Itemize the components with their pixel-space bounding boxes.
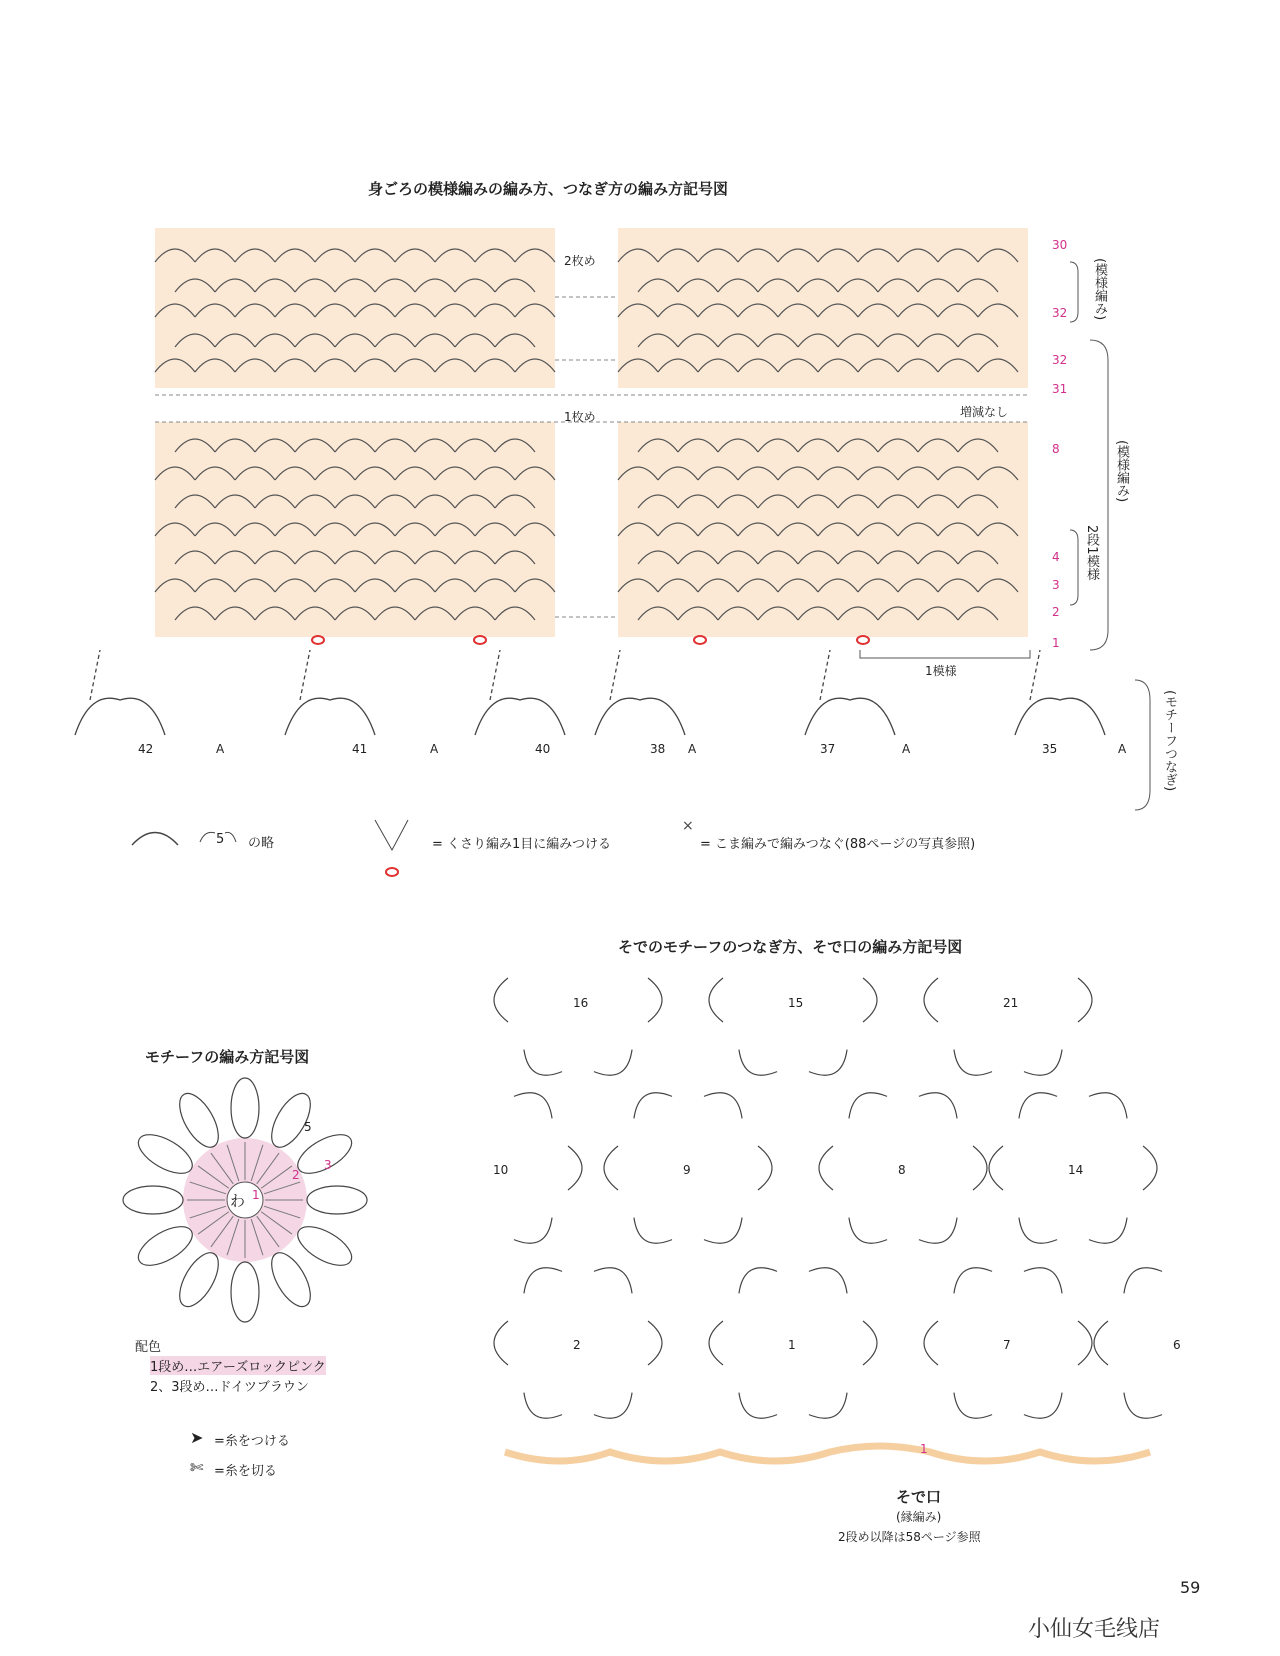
sleeve-motif-number: 8 [898,1163,906,1177]
round-label: 2 [292,1168,300,1182]
legend-item3-text: = こま編みで編みつなぐ(88ページの写真参照) [700,837,976,852]
body-chart-title: 身ごろの模様編みの編み方、つなぎ方の編み方記号図 [368,180,729,198]
sleeve-motif-number: 15 [788,996,804,1010]
row-number: 3 [1052,578,1060,592]
joint-letter: A [688,742,697,756]
sleeve-motif-number: 2 [573,1338,581,1352]
watermark: 小仙女毛线店 [1028,1617,1161,1642]
cuff-title: そで口 [896,1488,942,1506]
label-sheet1: 1枚め [564,410,596,424]
sleeve-motif-number: 21 [1003,996,1019,1010]
sleeve-motif-number: 1 [788,1338,796,1352]
sleeve-motif-number: 16 [573,996,589,1010]
joint-letter: A [1118,742,1127,756]
row-number: 32 [1052,306,1068,320]
motif-number: 42 [138,742,154,756]
bracket-pattern-b: (模様編み) [1114,440,1129,503]
attach-yarn-text: =糸をつける [214,1434,290,1449]
motif-chart-title: モチーフの編み方記号図 [145,1048,310,1066]
sleeve-chart-title: そでのモチーフのつなぎ方、そで口の編み方記号図 [618,938,963,956]
motif-number: 37 [820,742,836,756]
joint-letter: A [216,742,225,756]
legend-item1-num: 5 [216,832,225,847]
sleeve-motif-number: 7 [1003,1338,1011,1352]
cut-yarn-text: =糸を切る [214,1464,277,1479]
label-one-pattern: 1模様 [925,664,957,678]
round-label: 3 [324,1158,332,1172]
motif-center-label: わ [230,1192,246,1210]
label-no-change: 増減なし [960,405,1009,419]
legend-item2-text: = くさり編み1目に編みつける [432,837,612,852]
cuff-note: 2段め以降は58ページ参照 [838,1530,981,1544]
attach-yarn-icon: ➤ [190,1428,204,1447]
motif-number: 38 [650,742,666,756]
legend-item1-text: の略 [248,836,275,851]
motif-number: 35 [1042,742,1058,756]
color-row1: 1段め…エアーズロックピンク [150,1356,326,1375]
cut-yarn-icon: ✄ [190,1458,204,1477]
round-label: 1 [252,1188,260,1202]
row-number: 8 [1052,442,1060,456]
cuff-sub: (縁編み) [896,1510,942,1524]
row-number: 31 [1052,382,1068,396]
label-sheet2: 2枚め [564,254,596,268]
bracket-motif-join: (モチーフつなぎ) [1162,690,1177,792]
motif-number: 41 [352,742,368,756]
bracket-pattern-a: (模様編み) [1092,258,1107,321]
sleeve-motif-number: 14 [1068,1163,1084,1177]
row-number: 1 [1052,636,1060,650]
color-heading: 配色 [135,1340,162,1355]
cuff-start: 1 [920,1442,928,1456]
joint-letter: A [430,742,439,756]
round-label: 5 [304,1120,312,1134]
bracket-two-row: 2段1模様 [1084,525,1099,581]
joint-letter: A [902,742,911,756]
sleeve-motif-number: 9 [683,1163,691,1177]
svg-text:×: × [682,818,694,834]
color-row2: 2、3段め…ドイツブラウン [150,1380,309,1395]
page-number: 59 [1180,1578,1201,1597]
row-number: 30 [1052,238,1068,252]
row-number: 32 [1052,353,1068,367]
sleeve-motif-number: 6 [1173,1338,1181,1352]
row-number: 4 [1052,550,1060,564]
sleeve-motif-number: 10 [493,1163,509,1177]
row-number: 2 [1052,605,1060,619]
motif-number: 40 [535,742,551,756]
